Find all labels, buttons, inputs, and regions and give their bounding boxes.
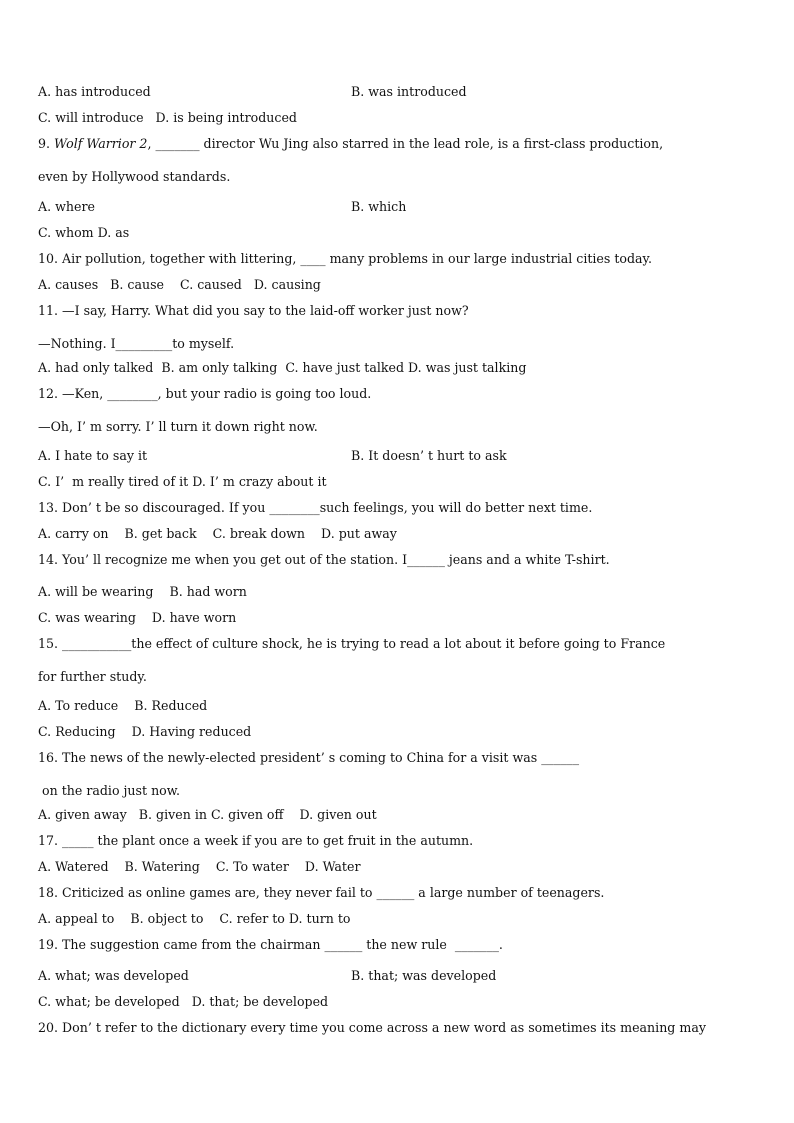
question-14: 14. You’ ll recognize me when you get out of the station. I______ jeans and a white T-shirt. [38,552,610,567]
option-row: C. whom D. as [38,225,130,240]
option-row: A. appeal to B. object to C. refer to D. turn to [38,911,351,926]
question-9: 9. Wolf Warrior 2, _______ director Wu Jing also starred in the lead role, is a first-class production, [38,136,664,151]
option-row: A. what; was developed B. that; was developed [38,968,497,983]
question-18: 18. Criticized as online games are, they never fail to ______ a large number of teenagers. [38,885,605,900]
question-15: 15. ___________the effect of culture shock, he is trying to read a lot about it before going to France [38,636,666,651]
question-20: 20. Don’ t refer to the dictionary every time you come across a new word as sometimes its meaning may [38,1020,706,1035]
question-11: 11. —I say, Harry. What did you say to the laid-off worker just now? [38,303,469,318]
question-10: 10. Air pollution, together with littering, ____ many problems in our large industrial cities today. [38,251,653,266]
option-row: A. causes B. cause C. caused D. causing [38,277,321,292]
question-19: 19. The suggestion came from the chairman ______ the new rule _______. [38,937,503,952]
question-16: 16. The news of the newly-elected president’ s coming to China for a visit was ______ [38,750,580,765]
question-text: —Nothing. I_________to myself. [38,336,235,351]
question-text: on the radio just now. [38,783,181,798]
option-row: A. carry on B. get back C. break down D. put away [38,526,397,541]
question-12: 12. —Ken, ________, but your radio is going too loud. [38,386,372,401]
question-text: —Oh, I’ m sorry. I’ ll turn it down right now. [38,419,318,434]
movie-title: Wolf Warrior 2 [54,136,148,151]
option-row: A. has introduced B. was introduced [38,84,467,99]
option-row: C. was wearing D. have worn [38,610,237,625]
option-row: C. I’ m really tired of it D. I’ m crazy about it [38,474,327,489]
option-row: A. where B. which [38,199,407,214]
question-text: even by Hollywood standards. [38,169,231,184]
option-row: A. will be wearing B. had worn [38,584,247,599]
option-row: A. I hate to say it B. It doesn’ t hurt to ask [38,448,507,463]
question-13: 13. Don’ t be so discouraged. If you ________such feelings, you will do better next time. [38,500,593,515]
option-row: A. To reduce B. Reduced [38,698,208,713]
option-row: A. Watered B. Watering C. To water D. Water [38,859,361,874]
question-text: for further study. [38,669,147,684]
question-17: 17. _____ the plant once a week if you are to get fruit in the autumn. [38,833,474,848]
option-row: C. will introduce D. is being introduced [38,110,297,125]
option-row: A. given away B. given in C. given off D. given out [38,807,377,822]
option-row: C. Reducing D. Having reduced [38,724,252,739]
option-row: C. what; be developed D. that; be developed [38,994,329,1009]
option-row: A. had only talked B. am only talking C. have just talked D. was just talking [38,360,527,375]
